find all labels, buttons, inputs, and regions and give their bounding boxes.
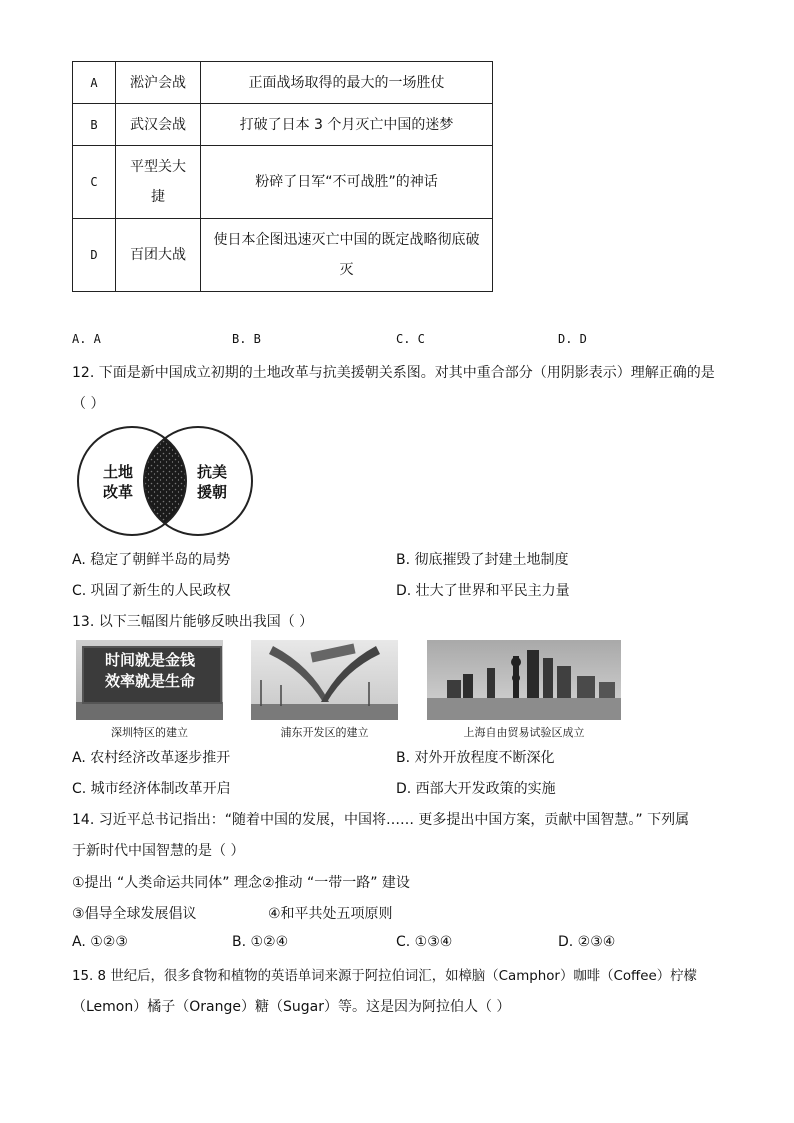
battle-desc-line: 灭 <box>339 262 354 278</box>
venn-left-label: 土地 <box>102 463 134 481</box>
q14-option-b[interactable]: B. ①②④ <box>232 934 289 950</box>
shanghai-photo <box>427 640 621 720</box>
venn-right-label: 援朝 <box>196 483 228 501</box>
battle-desc <box>201 219 493 292</box>
table-row <box>73 62 493 104</box>
q13-option-c[interactable]: C. 城市经济体制改革开启 <box>72 781 231 797</box>
q14-option-d[interactable]: D. ②③④ <box>558 934 616 950</box>
venn-diagram <box>72 422 262 540</box>
photo-caption: 上海自由贸易试验区成立 <box>463 726 585 739</box>
q13-stem: 13. 以下三幅图片能够反映出我国（ ） <box>72 614 314 630</box>
battle-desc: 打破了日本 3 个月灭亡中国的迷梦 <box>201 104 493 146</box>
q13-option-a[interactable]: A. 农村经济改革逐步推开 <box>72 750 231 766</box>
q11-option-a[interactable]: A. A <box>72 332 101 346</box>
table-row <box>73 104 493 146</box>
q12-paren: （ ） <box>72 396 105 412</box>
venn-right-label: 抗美 <box>196 463 228 481</box>
q14-item-line: ③倡导全球发展倡议 <box>72 906 197 922</box>
q12-stem: 12. 下面是新中国成立初期的土地改革与抗美援朝关系图。对其中重合部分（用阴影表示）理解正确的是 <box>72 365 715 381</box>
battle-table <box>72 61 493 292</box>
row-letter: C <box>73 146 116 219</box>
sign-line: 效率就是生命 <box>104 672 195 690</box>
battle-name-line: 捷 <box>151 189 165 205</box>
q14-item-line: ①提出 “人类命运共同体” 理念②推动 “一带一路” 建设 <box>72 875 410 891</box>
battle-name <box>116 146 201 219</box>
photo-caption: 浦东开发区的建立 <box>280 726 369 739</box>
venn-left-label: 改革 <box>102 483 134 501</box>
table-row <box>73 219 493 292</box>
sign-line: 时间就是金钱 <box>104 651 195 669</box>
q11-option-d[interactable]: D. D <box>558 332 587 346</box>
row-letter: D <box>73 219 116 292</box>
shenzhen-photo <box>76 640 223 720</box>
battle-name: 淞沪会战 <box>116 62 201 104</box>
battle-name-line: 平型关大 <box>130 159 186 175</box>
q14-option-c[interactable]: C. ①③④ <box>396 934 453 950</box>
q12-option-c[interactable]: C. 巩固了新生的人民政权 <box>72 583 231 599</box>
q11-option-c[interactable]: C. C <box>396 332 425 346</box>
q12-option-b[interactable]: B. 彻底摧毁了封建土地制度 <box>396 552 569 568</box>
q12-option-a[interactable]: A. 稳定了朝鲜半岛的局势 <box>72 552 231 568</box>
table-row <box>73 146 493 219</box>
q14-stem: 14. 习近平总书记指出：“随着中国的发展，中国将…… 更多提出中国方案，贡献中国智慧。” 下列属 <box>72 812 690 828</box>
pudong-photo <box>251 640 398 720</box>
row-letter: B <box>73 104 116 146</box>
q14-stem: 于新时代中国智慧的是（ ） <box>72 843 245 859</box>
q11-option-b[interactable]: B. B <box>232 332 261 346</box>
q14-option-a[interactable]: A. ①②③ <box>72 934 128 950</box>
battle-name: 武汉会战 <box>116 104 201 146</box>
q15-stem: （Lemon）橘子（Orange）糖（Sugar）等。这是因为阿拉伯人（ ） <box>72 999 511 1015</box>
row-letter: A <box>73 62 116 104</box>
q13-option-b[interactable]: B. 对外开放程度不断深化 <box>396 750 555 766</box>
battle-name: 百团大战 <box>116 219 201 292</box>
q15-stem: 15. 8 世纪后，很多食物和植物的英语单词来源于阿拉伯词汇，如樟脑（Camphor）咖啡（Coffee）柠檬 <box>72 969 697 984</box>
battle-desc: 正面战场取得的最大的一场胜仗 <box>201 62 493 104</box>
photo-caption: 深圳特区的建立 <box>111 726 188 739</box>
q13-option-d[interactable]: D. 西部大开发政策的实施 <box>396 781 556 797</box>
q12-option-d[interactable]: D. 壮大了世界和平民主力量 <box>396 583 570 599</box>
q14-item-line: ④和平共处五项原则 <box>268 906 393 922</box>
battle-desc: 粉碎了日军“不可战胜”的神话 <box>201 146 493 219</box>
battle-desc-line: 使日本企图迅速灭亡中国的既定战略彻底破 <box>213 232 480 248</box>
